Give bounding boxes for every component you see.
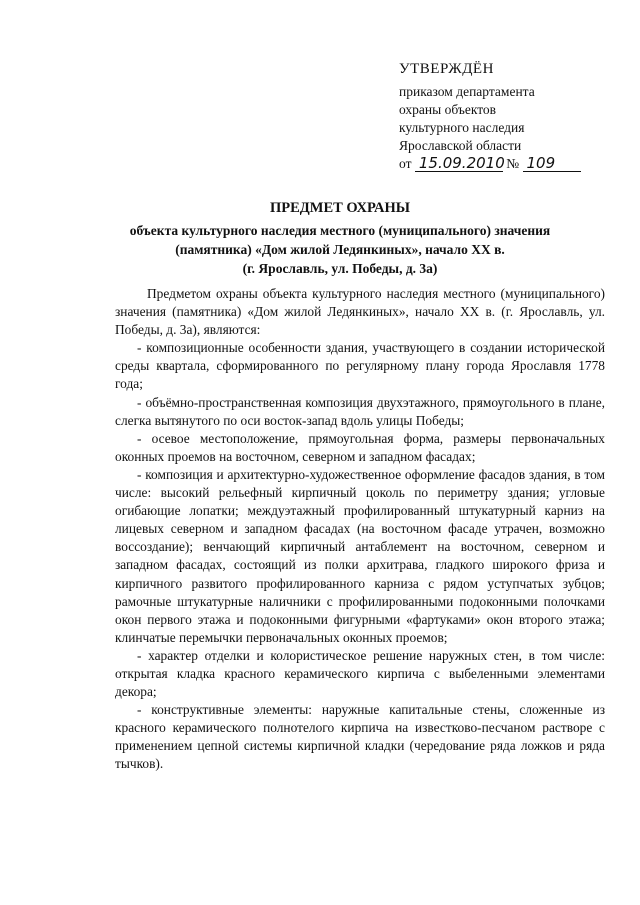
approval-date-line xyxy=(399,155,609,173)
approval-line: охраны объектов xyxy=(399,102,497,117)
heading-title: ПРЕДМЕТ ОХРАНЫ xyxy=(269,200,411,216)
protection-item: - композиционные особенности здания, участвующего в создании исторической среды квартала, сформированного по регулярному плану города Ярославля 1778 года; xyxy=(115,340,605,392)
handwritten-number: 109 xyxy=(523,155,581,172)
approval-line: приказом департамента xyxy=(399,84,535,99)
handwritten-date: 15.09.2010 xyxy=(415,155,503,172)
protection-item: - композиция и архитектурно-художественное оформление фасадов здания, в том числе: высокий рельефный кирпичный цоколь по периметру здания; угловые огибающие лопатки; междуэтажный профилированный штукатурный карниз на лицевых северном и западном фасадах (на восточном фасаде утрачен, возможно воссоздание); венчающий кирпичный антаблемент на восточном, северном и западном фасадах, состоящий из полки архитрава, гладкого широкого фриза и кирпичного развитого профилированного карниза с рядом уступчатых зубцов; рамочные штукатурные наличники с профилированными подоконными полочками окон первого этажа и подоконными фигурными «фартуками» окон второго этажа; клинчатые перемычки первоначальных оконных проемов; xyxy=(115,466,605,645)
intro-paragraph: Предметом охраны объекта культурного наследия местного (муниципального) значения (памятника) «Дом жилой Ледянкиных», начало XX в. (г. Ярославль, ул. Победы, д. 3а), являются: xyxy=(115,286,605,338)
approval-line: культурного наследия xyxy=(399,120,525,135)
approval-title: УТВЕРЖДЁН xyxy=(399,61,494,77)
protection-item: - конструктивные элементы: наружные капитальные стены, сложенные из красного керамического полнотелого кирпича на известково-песчаном растворе с применением цепной системы кирпичной кладки (чередование ряда ложков и ряда тычков). xyxy=(115,702,605,772)
protection-item: - осевое местоположение, прямоугольная форма, размеры первоначальных оконных проемов на восточном, северном и западном фасадах; xyxy=(115,430,605,464)
approval-line: Ярославской области xyxy=(399,138,522,153)
protection-item: - характер отделки и колористическое решение наружных стен, в том числе: открытая кладка красного керамического кирпича с выбеленными элементами декора; xyxy=(115,647,605,700)
date-prefix: от xyxy=(399,156,412,171)
document-body xyxy=(115,285,605,774)
heading-subtitle-line: (г. Ярославль, ул. Победы, д. 3а) xyxy=(242,261,438,276)
heading-subtitle-line: объекта культурного наследия местного (муниципального) значения xyxy=(129,223,551,238)
heading-subtitle-line: (памятника) «Дом жилой Ледянкиных», начало XX в. xyxy=(175,242,505,257)
protection-item: - объёмно-пространственная композиция двухэтажного, прямоугольного в плане, слегка вытянутого по оси восток-запад вдоль улицы Победы; xyxy=(115,394,605,428)
number-prefix: № xyxy=(506,156,520,171)
approval-block xyxy=(399,60,609,173)
document-heading xyxy=(80,200,600,278)
